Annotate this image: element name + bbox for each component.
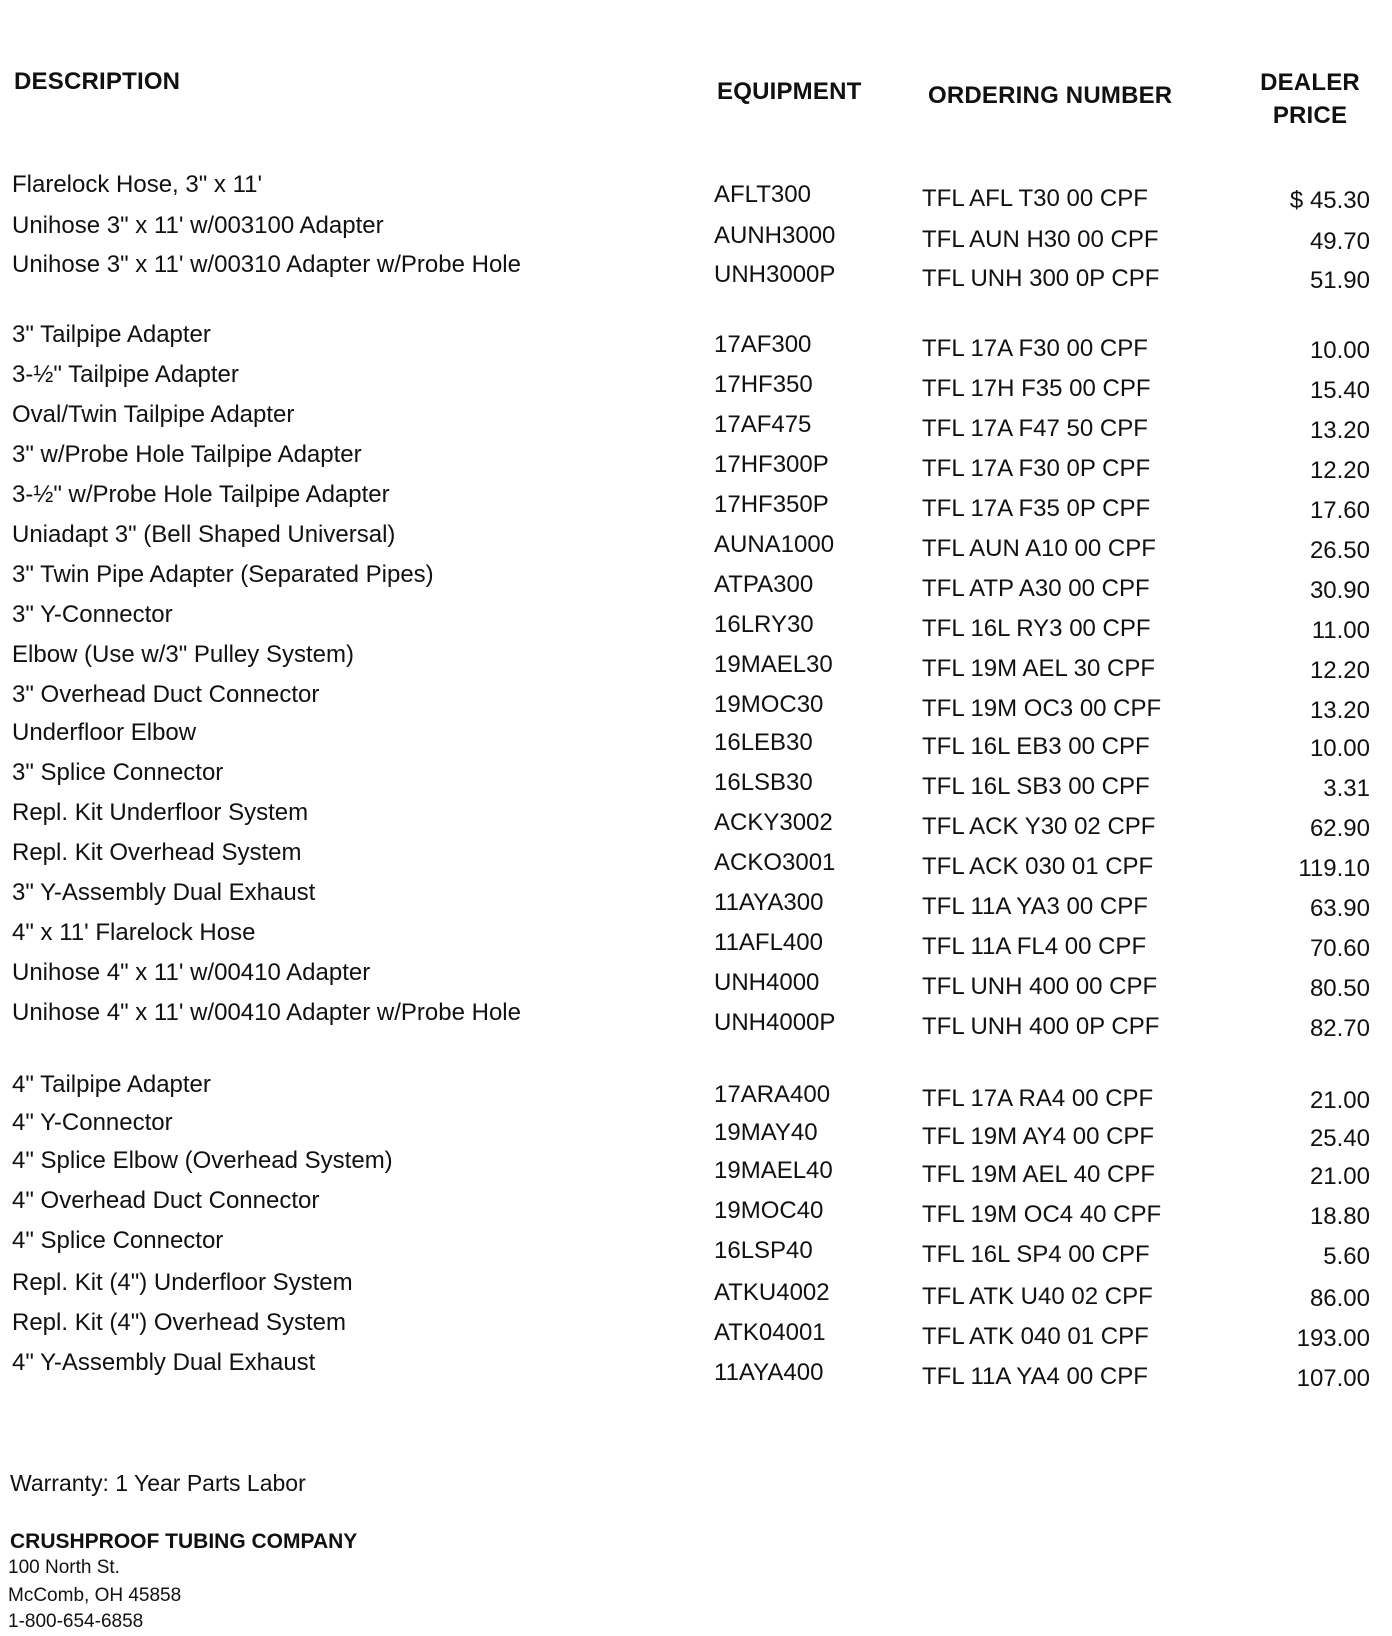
row-23-ordering-number: TFL 19M AY4 00 CPF — [922, 1123, 1155, 1150]
row-8-price: 17.60 — [1309, 497, 1370, 524]
row-17-ordering-number: TFL ACK 030 01 CPF — [922, 853, 1154, 880]
row-10-description: 3" Twin Pipe Adapter (Separated Pipes) — [12, 561, 434, 588]
company-phone: 1-800-654-6858 — [8, 1611, 144, 1632]
row-10-ordering-number: TFL ATP A30 00 CPF — [922, 575, 1150, 602]
row-18-price: 63.90 — [1309, 895, 1370, 922]
company-name: CRUSHPROOF TUBING COMPANY — [10, 1530, 358, 1553]
row-23-price: 25.40 — [1309, 1125, 1370, 1152]
row-27-equipment: ATKU4002 — [714, 1279, 830, 1306]
row-19-equipment: 11AFL400 — [714, 929, 823, 956]
header-ordering-number: ORDERING NUMBER — [928, 82, 1173, 109]
row-20-description: Unihose 4" x 11' w/00410 Adapter — [12, 959, 371, 986]
row-28-equipment: ATK04001 — [714, 1319, 826, 1346]
row-13-price: 13.20 — [1309, 697, 1370, 724]
row-21-price: 82.70 — [1309, 1015, 1370, 1042]
row-25-description: 4" Overhead Duct Connector — [12, 1187, 320, 1214]
row-7-equipment: 17HF300P — [714, 451, 829, 478]
row-25-price: 18.80 — [1309, 1203, 1370, 1230]
row-29-price: 107.00 — [1296, 1365, 1370, 1392]
row-21-equipment: UNH4000P — [714, 1009, 836, 1036]
row-22-equipment: 17ARA400 — [714, 1081, 831, 1108]
company-street: 100 North St. — [8, 1557, 120, 1578]
row-4-ordering-number: TFL 17A F30 00 CPF — [922, 335, 1148, 362]
row-6-equipment: 17AF475 — [714, 411, 812, 438]
row-28-description: Repl. Kit (4") Overhead System — [12, 1309, 346, 1336]
row-8-ordering-number: TFL 17A F35 0P CPF — [922, 495, 1151, 522]
row-8-description: 3-½" w/Probe Hole Tailpipe Adapter — [12, 481, 390, 508]
row-22-price: 21.00 — [1309, 1087, 1370, 1114]
row-3-ordering-number: TFL UNH 300 0P CPF — [922, 265, 1160, 292]
row-12-price: 12.20 — [1309, 657, 1370, 684]
row-16-description: Repl. Kit Underfloor System — [12, 799, 309, 826]
row-22-description: 4" Tailpipe Adapter — [12, 1071, 211, 1098]
row-27-ordering-number: TFL ATK U40 02 CPF — [922, 1283, 1153, 1310]
row-4-description: 3" Tailpipe Adapter — [12, 321, 211, 348]
header-dealer-price — [1250, 66, 1370, 132]
row-3-equipment: UNH3000P — [714, 261, 836, 288]
row-1-price: $ 45.30 — [1289, 187, 1370, 214]
row-27-description: Repl. Kit (4") Underfloor System — [12, 1269, 353, 1296]
row-12-equipment: 19MAEL30 — [714, 651, 833, 678]
row-21-ordering-number: TFL UNH 400 0P CPF — [922, 1013, 1160, 1040]
row-29-description: 4" Y-Assembly Dual Exhaust — [12, 1349, 316, 1376]
row-5-price: 15.40 — [1309, 377, 1370, 404]
row-24-equipment: 19MAEL40 — [714, 1157, 833, 1184]
header-dealer-price-line2: PRICE — [1272, 102, 1348, 129]
row-20-equipment: UNH4000 — [714, 969, 820, 996]
row-14-ordering-number: TFL 16L EB3 00 CPF — [922, 733, 1150, 760]
row-11-equipment: 16LRY30 — [714, 611, 814, 638]
row-2-ordering-number: TFL AUN H30 00 CPF — [922, 226, 1159, 253]
row-17-description: Repl. Kit Overhead System — [12, 839, 302, 866]
row-10-equipment: ATPA300 — [714, 571, 814, 598]
warranty-note: Warranty: 1 Year Parts Labor — [10, 1470, 306, 1496]
row-29-equipment: 11AYA400 — [714, 1359, 824, 1386]
row-14-description: Underfloor Elbow — [12, 719, 197, 746]
row-24-ordering-number: TFL 19M AEL 40 CPF — [922, 1161, 1155, 1188]
row-9-equipment: AUNA1000 — [714, 531, 835, 558]
row-28-ordering-number: TFL ATK 040 01 CPF — [922, 1323, 1149, 1350]
row-15-description: 3" Splice Connector — [12, 759, 224, 786]
row-29-ordering-number: TFL 11A YA4 00 CPF — [922, 1363, 1148, 1390]
row-13-ordering-number: TFL 19M OC3 00 CPF — [922, 695, 1162, 722]
row-16-price: 62.90 — [1309, 815, 1370, 842]
row-6-ordering-number: TFL 17A F47 50 CPF — [922, 415, 1148, 442]
row-8-equipment: 17HF350P — [714, 491, 829, 518]
row-7-description: 3" w/Probe Hole Tailpipe Adapter — [12, 441, 362, 468]
row-18-description: 3" Y-Assembly Dual Exhaust — [12, 879, 316, 906]
row-11-description: 3" Y-Connector — [12, 601, 173, 628]
row-25-ordering-number: TFL 19M OC4 40 CPF — [922, 1201, 1162, 1228]
row-20-price: 80.50 — [1309, 975, 1370, 1002]
company-city: McComb, OH 45858 — [8, 1585, 182, 1606]
row-2-equipment: AUNH3000 — [714, 222, 836, 249]
row-15-ordering-number: TFL 16L SB3 00 CPF — [922, 773, 1150, 800]
row-19-price: 70.60 — [1309, 935, 1370, 962]
row-1-description: Flarelock Hose, 3" x 11' — [12, 171, 263, 198]
row-15-equipment: 16LSB30 — [714, 769, 813, 796]
row-5-ordering-number: TFL 17H F35 00 CPF — [922, 375, 1151, 402]
row-1-equipment: AFLT300 — [714, 181, 811, 208]
row-9-ordering-number: TFL AUN A10 00 CPF — [922, 535, 1156, 562]
row-6-description: Oval/Twin Tailpipe Adapter — [12, 401, 295, 428]
row-18-ordering-number: TFL 11A YA3 00 CPF — [922, 893, 1148, 920]
row-19-ordering-number: TFL 11A FL4 00 CPF — [922, 933, 1147, 960]
row-24-description: 4" Splice Elbow (Overhead System) — [12, 1147, 393, 1174]
row-16-ordering-number: TFL ACK Y30 02 CPF — [922, 813, 1156, 840]
row-11-ordering-number: TFL 16L RY3 00 CPF — [922, 615, 1151, 642]
row-1-ordering-number: TFL AFL T30 00 CPF — [922, 185, 1148, 212]
row-17-price: 119.10 — [1298, 855, 1370, 882]
row-16-equipment: ACKY3002 — [714, 809, 833, 836]
row-3-price: 51.90 — [1309, 267, 1370, 294]
row-19-description: 4" x 11' Flarelock Hose — [12, 919, 256, 946]
header-description: DESCRIPTION — [14, 68, 181, 95]
row-7-ordering-number: TFL 17A F30 0P CPF — [922, 455, 1151, 482]
row-26-equipment: 16LSP40 — [714, 1237, 813, 1264]
row-7-price: 12.20 — [1309, 457, 1370, 484]
row-13-description: 3" Overhead Duct Connector — [12, 681, 320, 708]
row-9-description: Uniadapt 3" (Bell Shaped Universal) — [12, 521, 396, 548]
row-27-price: 86.00 — [1309, 1285, 1370, 1312]
row-13-equipment: 19MOC30 — [714, 691, 824, 718]
row-12-description: Elbow (Use w/3" Pulley System) — [12, 641, 354, 668]
row-12-ordering-number: TFL 19M AEL 30 CPF — [922, 655, 1155, 682]
row-4-equipment: 17AF300 — [714, 331, 812, 358]
row-14-price: 10.00 — [1309, 735, 1370, 762]
row-23-description: 4" Y-Connector — [12, 1109, 173, 1136]
row-26-description: 4" Splice Connector — [12, 1227, 224, 1254]
row-26-price: 5.60 — [1323, 1243, 1370, 1270]
row-23-equipment: 19MAY40 — [714, 1119, 818, 1146]
row-24-price: 21.00 — [1309, 1163, 1370, 1190]
row-5-equipment: 17HF350 — [714, 371, 813, 398]
row-9-price: 26.50 — [1309, 537, 1370, 564]
row-26-ordering-number: TFL 16L SP4 00 CPF — [922, 1241, 1150, 1268]
row-5-description: 3-½" Tailpipe Adapter — [12, 361, 239, 388]
row-2-description: Unihose 3" x 11' w/003100 Adapter — [12, 212, 384, 239]
row-3-description: Unihose 3" x 11' w/00310 Adapter w/Probe Hole — [12, 251, 521, 278]
header-dealer-price-line1: DEALER — [1260, 69, 1360, 96]
row-28-price: 193.00 — [1296, 1325, 1370, 1352]
row-22-ordering-number: TFL 17A RA4 00 CPF — [922, 1085, 1154, 1112]
header-equipment: EQUIPMENT — [717, 78, 862, 105]
row-4-price: 10.00 — [1309, 337, 1370, 364]
row-17-equipment: ACKO3001 — [714, 849, 836, 876]
row-6-price: 13.20 — [1309, 417, 1370, 444]
row-15-price: 3.31 — [1323, 775, 1370, 802]
row-2-price: 49.70 — [1309, 228, 1370, 255]
row-20-ordering-number: TFL UNH 400 00 CPF — [922, 973, 1158, 1000]
row-18-equipment: 11AYA300 — [714, 889, 824, 916]
row-10-price: 30.90 — [1309, 577, 1370, 604]
row-25-equipment: 19MOC40 — [714, 1197, 824, 1224]
row-14-equipment: 16LEB30 — [714, 729, 813, 756]
row-11-price: 11.00 — [1311, 617, 1370, 644]
row-21-description: Unihose 4" x 11' w/00410 Adapter w/Probe Hole — [12, 999, 521, 1026]
